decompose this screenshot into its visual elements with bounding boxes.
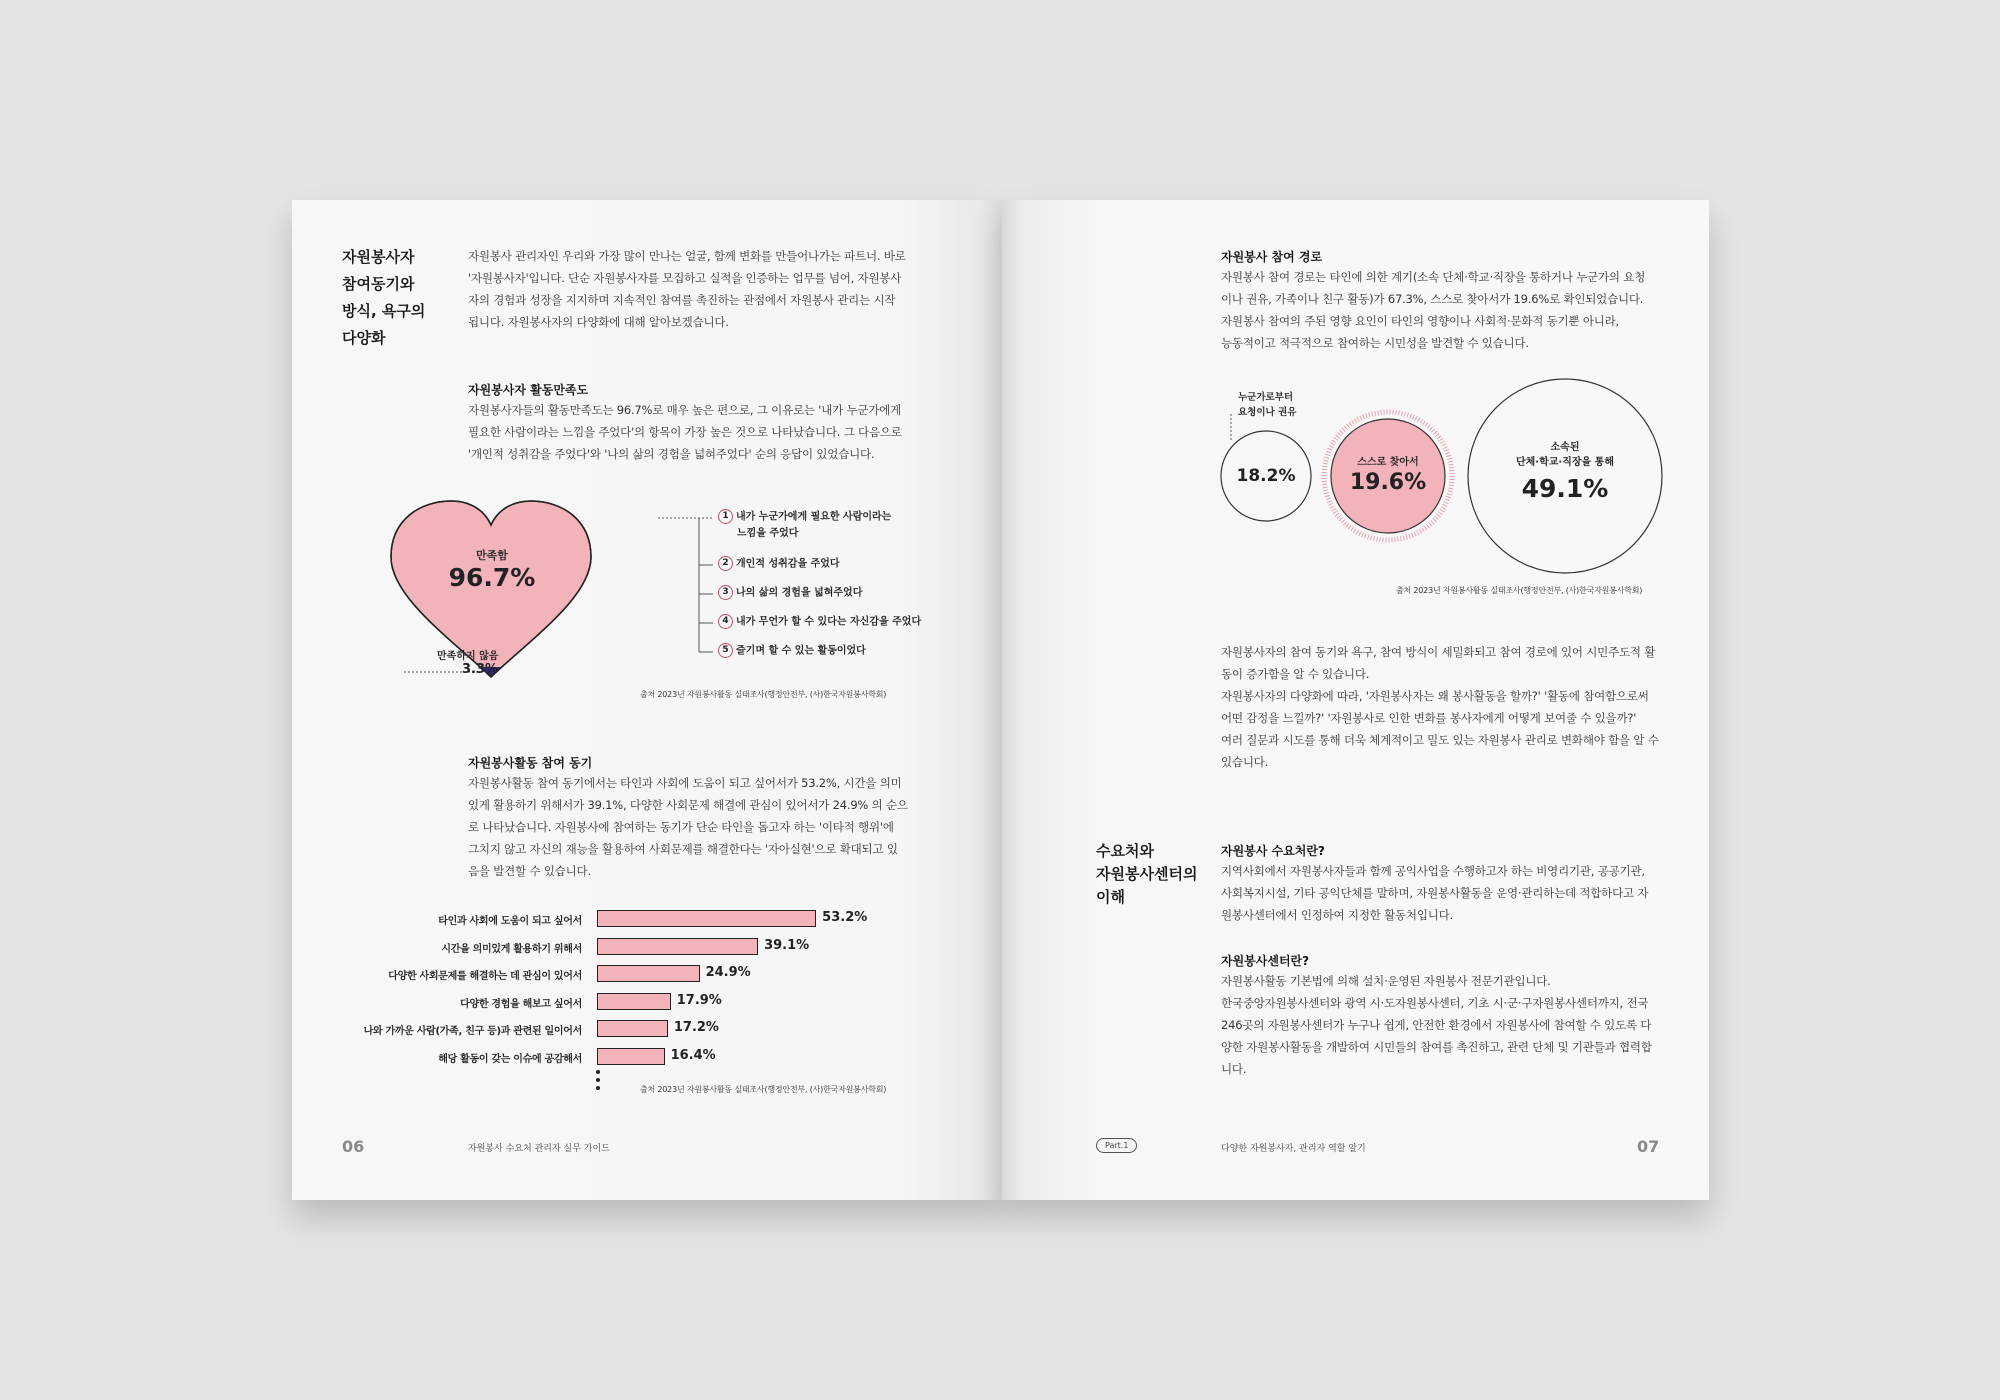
route-heading: 자원봉사 참여 경로	[1221, 250, 1323, 264]
reason-item-1	[718, 509, 891, 542]
text-line: 필요한 사람이라는 느낌을 주었다'의 항목이 가장 높은 것으로 나타났습니다. 그 다음으로	[468, 425, 902, 439]
text-line: 246곳의 자원봉사센터가 누구나 쉽게, 안전한 환경에서 자원봉사에 참여할 수 있도록 다	[1221, 1018, 1652, 1032]
bar	[597, 1020, 668, 1037]
bar-value-label: 53.2%	[822, 910, 868, 925]
text-line: 자원봉사 참여의 주된 영향 요인이 타인의 영향이나 사회적·문화적 동기뿐 아니라,	[1221, 314, 1620, 328]
more-dots-icon	[596, 1070, 599, 1090]
bubble-request-value: 18.2%	[1236, 466, 1296, 486]
motive-bar-chart	[292, 906, 1002, 1066]
text-line: 로 나타났습니다. 자원봉사에 참여하는 동기가 단순 타인을 돕고자 하는 '이타적 행위'에	[468, 820, 894, 834]
footer-title: 자원봉사 수요처 관리자 실무 가이드	[468, 1144, 610, 1154]
page-number: 07	[1637, 1137, 1660, 1156]
reason-item-5	[718, 643, 866, 660]
text-line: 그치지 않고 자신의 재능을 활용하여 사회문제를 해결한다는 '자아실현'으로 확대되고 있	[468, 842, 898, 856]
unsatisfied-label: 만족하지 않음	[437, 651, 499, 662]
section-title-line: 자원봉사자	[342, 248, 415, 266]
reason-text: 내가 무언가 할 수 있다는 자신감을 주었다	[736, 616, 922, 628]
bar-category-label: 시간을 의미있게 활용하기 위해서	[441, 943, 582, 955]
section-title-demand-center	[1096, 840, 1197, 909]
text-line: 자원봉사활동 참여 동기에서는 타인과 사회에 도움이 되고 싶어서가 53.2%, 시간을 의미	[468, 776, 902, 790]
text-line: 자원봉사 관리자인 우리와 가장 많이 만나는 얼굴, 함께 변화를 만들어나가는 파트너. 바로	[468, 249, 906, 263]
reason-number: 3	[718, 585, 733, 600]
bubble-label-line: 요청이나 권유	[1238, 407, 1297, 418]
text-line: 이나 권유, 가족이나 친구 활동)가 67.3%, 스스로 찾아서가 19.6%로 확인되었습니다.	[1221, 292, 1644, 306]
text-line: 음을 발견할 수 있습니다.	[468, 864, 591, 878]
left-page	[292, 200, 1002, 1200]
bar-category-label: 다양한 경험을 해보고 싶어서	[460, 998, 582, 1010]
right-page	[1002, 200, 1709, 1200]
reason-item-2	[718, 556, 840, 573]
section-title-volunteer-diversity	[342, 244, 425, 352]
text-line: '개인적 성취감을 주었다'와 '나의 삶의 경험을 넓혀주었다' 순의 응답이 있었습니다.	[468, 447, 875, 461]
section-title-line: 참여동기와	[342, 275, 415, 293]
text-line: 자원봉사 참여 경로는 타인에 의한 계기(소속 단체·학교·직장을 통하거나 누군가의 요청	[1221, 270, 1646, 284]
text-line: 자원봉사자들의 활동만족도는 96.7%로 매우 높은 편으로, 그 이유로는 '내가 누군가에게	[468, 403, 902, 417]
motive-heading: 자원봉사활동 참여 동기	[468, 756, 593, 770]
text-line: 자원봉사활동 기본법에 의해 설치·운영된 자원봉사 전문기관입니다.	[1221, 974, 1551, 988]
bar-category-label: 나와 가까운 사람(가족, 친구 등)과 관련된 일이어서	[363, 1026, 582, 1037]
bar-chart-source: 출처 2023년 자원봉사활동 실태조사(행정안전부, (사)한국자원봉사학회)	[640, 1085, 887, 1094]
unsatisfied-value: 3.3%	[462, 662, 499, 677]
satisfaction-heading: 자원봉사자 활동만족도	[468, 383, 589, 397]
bar-value-label: 24.9%	[705, 965, 751, 980]
reason-text: 나의 삶의 경험을 넓혀주었다	[736, 587, 863, 599]
text-line: 양한 자원봉사활동을 개발하여 시민들의 참여를 촉진하고, 관련 단체 및 기관들과 협력합	[1221, 1040, 1652, 1054]
text-line: 있게 활용하기 위해서가 39.1%, 다양한 사회문제 해결에 관심이 있어서가 24.9% 의 순으	[468, 798, 908, 812]
text-line: 됩니다. 자원봉사자의 다양화에 대해 알아보겠습니다.	[468, 315, 729, 329]
text-line: 자의 경험과 성장을 지지하며 지속적인 참여를 촉진하는 관점에서 자원봉사 관리는 시작	[468, 293, 896, 307]
reason-number: 1	[718, 509, 733, 524]
part-badge: Part.1	[1096, 1138, 1137, 1153]
text-line: 동이 증가함을 알 수 있습니다.	[1221, 667, 1370, 681]
bubble-affiliation-label	[1468, 440, 1662, 470]
section-title-line: 다양화	[342, 329, 386, 347]
bubble-affiliation-value: 49.1%	[1521, 474, 1609, 503]
demand-heading: 자원봉사 수요처란?	[1221, 844, 1325, 858]
bar-value-label: 17.2%	[673, 1020, 719, 1035]
text-line: 여러 질문과 시도를 통해 더욱 체계적이고 밀도 있는 자원봉사 관리로 변화해야 함을 알 수	[1221, 733, 1659, 747]
bar-category-label: 해당 활동이 갖는 이슈에 공감해서	[438, 1053, 582, 1065]
reason-text: 내가 누군가에게 필요한 사람이라는	[736, 511, 892, 523]
bubble-label-line: 소속된	[1550, 442, 1580, 453]
text-line: 자원봉사자의 참여 동기와 욕구, 참여 방식이 세밀화되고 참여 경로에 있어 시민주도적 활	[1221, 645, 1656, 659]
section-title-line: 자원봉사센터의	[1096, 865, 1198, 883]
bar-category-label: 타인과 사회에 도움이 되고 싶어서	[438, 916, 582, 927]
heart-chart-source: 출처 2023년 자원봉사활동 실태조사(행정안전부, (사)한국자원봉사학회)	[640, 690, 887, 699]
page-number: 06	[342, 1137, 365, 1156]
text-line: '자원봉사자'입니다. 단순 자원봉사자를 모집하고 실적을 인증하는 업무를 넘어, 자원봉사	[468, 271, 902, 285]
text-line: 사회복지시설, 기타 공익단체를 말하며, 자원봉사활동을 운영·관리하는데 적합하다고 자	[1221, 886, 1649, 900]
bubble-self-label: 스스로 찾아서	[1357, 457, 1419, 468]
satisfied-value: 96.7%	[448, 563, 536, 592]
motive-paragraph	[468, 772, 928, 882]
demand-paragraph	[1221, 860, 1671, 926]
footer-title: 다양한 자원봉사자, 관리자 역할 알기	[1221, 1144, 1366, 1154]
bubble-self-value: 19.6%	[1349, 470, 1427, 495]
bar	[597, 938, 758, 955]
text-line: 있습니다.	[1221, 755, 1269, 769]
reason-text: 즐기며 할 수 있는 활동이었다	[736, 645, 866, 657]
reason-number: 2	[718, 556, 733, 571]
satisfied-label: 만족함	[476, 549, 508, 562]
center-paragraph	[1221, 970, 1671, 1080]
intro-paragraph	[468, 245, 928, 333]
center-heading: 자원봉사센터란?	[1221, 954, 1310, 968]
bar-value-label: 16.4%	[670, 1047, 716, 1063]
reason-text: 개인적 성취감을 주었다	[736, 558, 840, 570]
text-line: 자원봉사자의 다양화에 따라, '자원봉사자는 왜 봉사활동을 할까?' '활동에 참여함으로써	[1221, 689, 1649, 703]
section-title-line: 방식, 욕구의	[342, 302, 426, 320]
reason-number: 4	[718, 614, 733, 629]
text-line: 원봉사센터에서 인정하여 지정한 활동처입니다.	[1221, 908, 1453, 922]
text-line: 능동적이고 적극적으로 참여하는 시민성을 발견할 수 있습니다.	[1221, 336, 1529, 350]
section-title-line: 이해	[1096, 888, 1125, 906]
reason-text: 느낌을 주었다	[737, 527, 799, 539]
bar	[597, 993, 671, 1010]
bar-value-label: 39.1%	[764, 937, 810, 953]
bubble-label-line: 단체·학교·직장을 통해	[1515, 457, 1615, 468]
reason-item-4	[718, 614, 921, 631]
bubble-chart-source: 출처 2023년 자원봉사활동 실태조사(행정안전부, (사)한국자원봉사학회)	[1396, 586, 1643, 595]
reason-number: 5	[718, 643, 733, 658]
summary-paragraph	[1221, 641, 1671, 773]
bubble-label-line: 누군가로부터	[1238, 392, 1294, 403]
satisfaction-paragraph	[468, 399, 928, 465]
section-title-line: 수요처와	[1096, 842, 1154, 860]
text-line: 한국중앙자원봉사센터와 광역 시·도자원봉사센터, 기초 시·군·구자원봉사센터까지, 전국	[1221, 996, 1649, 1010]
text-line: 어떤 감정을 느낄까?' '자원봉사로 인한 변화를 봉사자에게 어떻게 보여줄 수 있을까?'	[1221, 711, 1637, 725]
text-line: 니다.	[1221, 1062, 1247, 1076]
bubble-request-label	[1238, 390, 1296, 420]
bar	[597, 910, 816, 927]
route-paragraph	[1221, 266, 1671, 354]
bar-category-label: 다양한 사회문제를 해결하는 데 관심이 있어서	[388, 971, 582, 982]
bar	[597, 965, 700, 982]
bar-value-label: 17.9%	[676, 992, 722, 1008]
bar	[597, 1048, 665, 1065]
reason-item-3	[718, 585, 862, 602]
text-line: 지역사회에서 자원봉사자들과 함께 공익사업을 수행하고자 하는 비영리기관, 공공기관,	[1221, 864, 1645, 878]
